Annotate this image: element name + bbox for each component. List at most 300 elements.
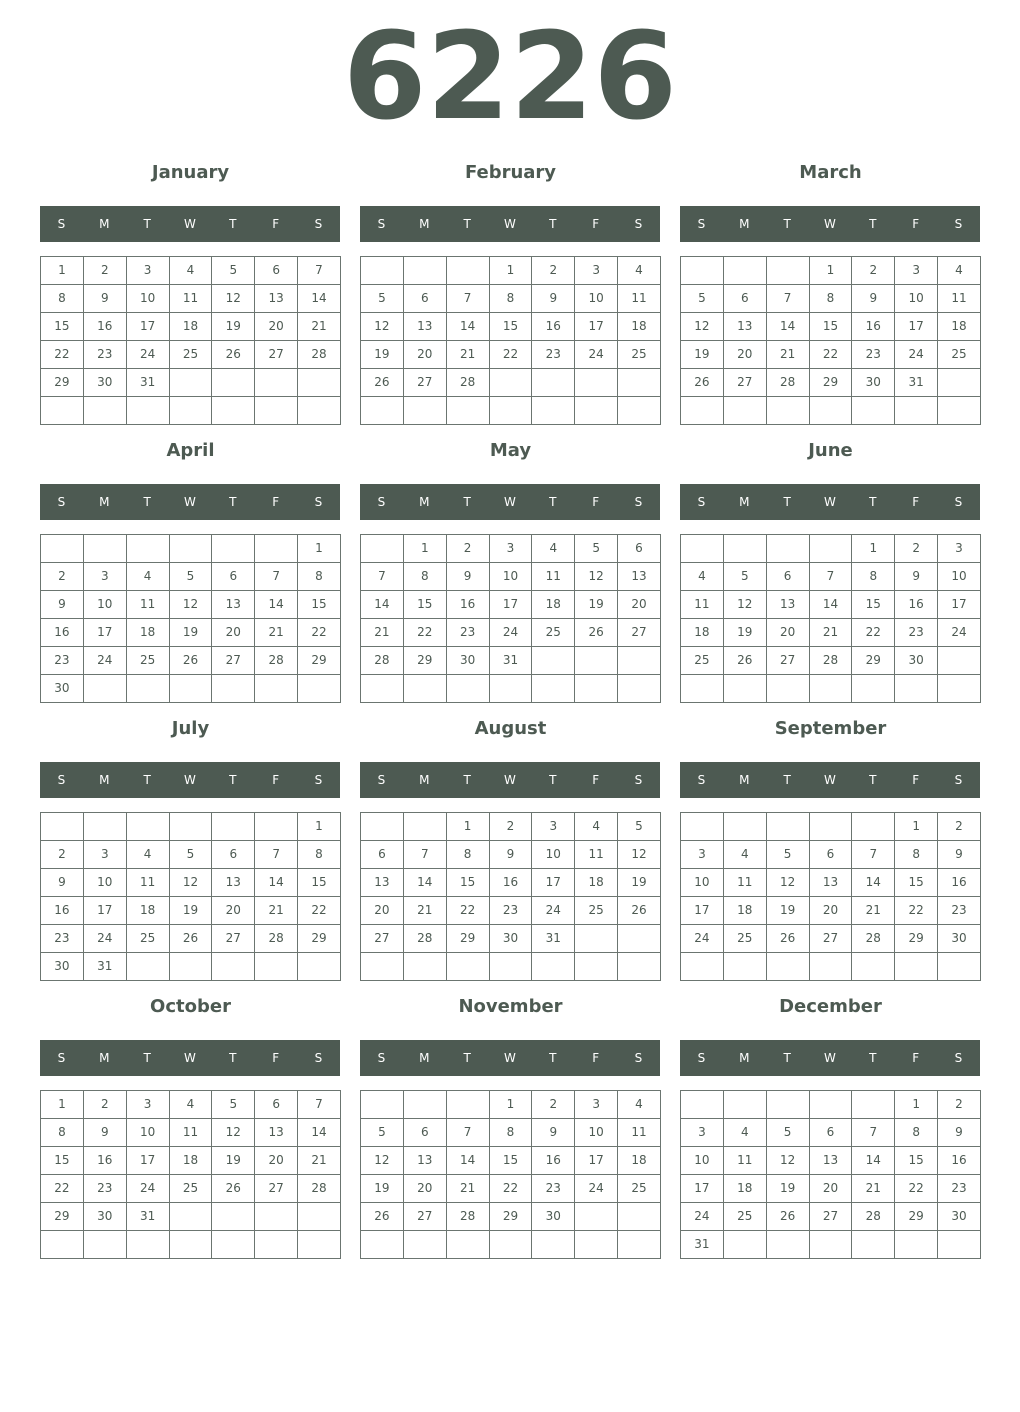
month-name: May	[489, 440, 532, 461]
day-cell	[403, 396, 446, 424]
weekday-label: F	[272, 495, 280, 509]
day-cell: 25	[723, 924, 766, 952]
weekday-label: S	[377, 495, 386, 509]
day-cell: 4	[937, 256, 980, 284]
day-cell	[446, 396, 489, 424]
day-cell	[126, 396, 169, 424]
day-cell	[360, 674, 403, 702]
day-cell: 13	[809, 1146, 852, 1174]
day-cell: 12	[766, 1146, 809, 1174]
weekday-label: W	[504, 495, 516, 509]
day-cell: 11	[531, 562, 574, 590]
day-cell: 28	[254, 924, 297, 952]
day-cell	[851, 396, 894, 424]
day-cell	[211, 534, 254, 562]
day-cell: 17	[489, 590, 532, 618]
day-cell: 10	[83, 590, 126, 618]
weekday-header	[680, 762, 980, 798]
day-cell: 12	[169, 868, 212, 896]
day-cell: 1	[403, 534, 446, 562]
day-cell: 21	[446, 1174, 489, 1202]
day-cell: 29	[894, 1202, 937, 1230]
day-cell	[531, 674, 574, 702]
day-cell: 27	[360, 924, 403, 952]
day-cell: 28	[254, 646, 297, 674]
weekday-label: T	[549, 495, 557, 509]
day-cell: 21	[297, 1146, 340, 1174]
day-cell: 7	[446, 284, 489, 312]
day-cell: 26	[211, 340, 254, 368]
day-cell: 31	[83, 952, 126, 980]
weekday-label: M	[99, 1051, 110, 1065]
day-cell: 14	[766, 312, 809, 340]
day-cell: 2	[83, 1090, 126, 1118]
day-cell: 6	[211, 562, 254, 590]
day-cell: 16	[40, 618, 83, 646]
day-cell: 25	[126, 924, 169, 952]
day-cell: 18	[723, 1174, 766, 1202]
day-cell: 19	[766, 896, 809, 924]
day-cell	[83, 674, 126, 702]
day-cell: 4	[680, 562, 723, 590]
weekday-label: M	[99, 495, 110, 509]
day-cell	[766, 1230, 809, 1258]
day-cell: 22	[489, 340, 532, 368]
day-cell: 6	[766, 562, 809, 590]
day-cell	[254, 812, 297, 840]
day-cell	[766, 256, 809, 284]
day-cell	[40, 534, 83, 562]
day-cell: 11	[126, 590, 169, 618]
day-cell: 7	[254, 840, 297, 868]
day-cell: 21	[851, 1174, 894, 1202]
day-grid	[680, 256, 981, 425]
day-cell: 20	[211, 618, 254, 646]
day-cell: 27	[211, 924, 254, 952]
day-cell: 18	[126, 896, 169, 924]
day-cell: 17	[126, 312, 169, 340]
day-cell: 3	[680, 840, 723, 868]
day-cell: 27	[617, 618, 660, 646]
day-cell	[83, 396, 126, 424]
day-cell: 27	[809, 1202, 852, 1230]
weekday-label: F	[272, 217, 280, 231]
weekday-label: W	[184, 217, 196, 231]
day-cell	[360, 1230, 403, 1258]
weekday-label: F	[912, 495, 920, 509]
day-cell: 13	[360, 868, 403, 896]
day-cell	[809, 1230, 852, 1258]
day-cell: 9	[83, 284, 126, 312]
weekday-label: S	[377, 773, 386, 787]
month-name: June	[808, 440, 853, 461]
day-cell: 25	[574, 896, 617, 924]
day-cell	[126, 952, 169, 980]
day-grid	[680, 534, 981, 703]
day-cell: 16	[531, 1146, 574, 1174]
day-cell: 19	[723, 618, 766, 646]
weekday-label: M	[419, 495, 430, 509]
day-cell: 1	[40, 1090, 83, 1118]
day-cell: 24	[894, 340, 937, 368]
day-cell	[360, 1090, 403, 1118]
day-cell: 14	[809, 590, 852, 618]
day-cell: 20	[360, 896, 403, 924]
day-cell	[574, 368, 617, 396]
month-name: July	[171, 718, 210, 739]
day-cell: 24	[126, 1174, 169, 1202]
weekday-label: S	[954, 773, 963, 787]
day-cell: 10	[680, 868, 723, 896]
day-cell: 30	[83, 368, 126, 396]
day-cell: 18	[617, 312, 660, 340]
weekday-label: W	[184, 773, 196, 787]
day-cell: 17	[126, 1146, 169, 1174]
day-cell: 26	[360, 1202, 403, 1230]
day-cell: 18	[169, 1146, 212, 1174]
day-cell: 6	[254, 1090, 297, 1118]
day-cell: 8	[489, 1118, 532, 1146]
day-cell: 5	[169, 840, 212, 868]
month-name: November	[458, 996, 563, 1017]
day-cell: 25	[617, 340, 660, 368]
day-cell	[169, 674, 212, 702]
day-cell: 11	[723, 868, 766, 896]
day-cell: 13	[254, 284, 297, 312]
day-cell: 22	[40, 1174, 83, 1202]
weekday-label: T	[783, 217, 791, 231]
day-cell: 20	[403, 340, 446, 368]
day-cell	[297, 1202, 340, 1230]
day-cell: 10	[680, 1146, 723, 1174]
day-cell: 24	[574, 340, 617, 368]
weekday-label: S	[314, 495, 323, 509]
weekday-label: T	[143, 1051, 151, 1065]
weekday-label: S	[697, 773, 706, 787]
day-cell: 29	[40, 1202, 83, 1230]
month-name: August	[474, 718, 547, 739]
weekday-label: M	[419, 773, 430, 787]
day-cell	[169, 534, 212, 562]
day-cell	[254, 396, 297, 424]
day-cell: 2	[83, 256, 126, 284]
day-cell	[403, 256, 446, 284]
day-cell	[617, 674, 660, 702]
weekday-header	[40, 484, 340, 520]
day-cell: 14	[360, 590, 403, 618]
day-cell: 11	[937, 284, 980, 312]
day-cell: 19	[574, 590, 617, 618]
day-cell: 5	[574, 534, 617, 562]
day-cell: 27	[723, 368, 766, 396]
day-cell: 26	[169, 924, 212, 952]
day-cell	[403, 1090, 446, 1118]
weekday-label: T	[549, 773, 557, 787]
day-cell	[403, 812, 446, 840]
day-cell: 14	[446, 312, 489, 340]
weekday-label: T	[869, 217, 877, 231]
day-cell: 2	[937, 1090, 980, 1118]
day-cell: 23	[489, 896, 532, 924]
month-name: April	[166, 440, 215, 461]
day-cell: 18	[723, 896, 766, 924]
weekday-label: T	[783, 495, 791, 509]
day-grid	[360, 1090, 661, 1259]
weekday-label: M	[419, 217, 430, 231]
day-cell: 3	[894, 256, 937, 284]
day-cell: 22	[894, 1174, 937, 1202]
day-cell: 18	[617, 1146, 660, 1174]
day-cell	[489, 1230, 532, 1258]
day-cell: 26	[766, 1202, 809, 1230]
day-cell: 25	[169, 340, 212, 368]
day-cell: 1	[446, 812, 489, 840]
day-cell: 15	[851, 590, 894, 618]
day-cell	[360, 396, 403, 424]
day-cell	[297, 1230, 340, 1258]
day-cell: 14	[254, 590, 297, 618]
weekday-label: T	[783, 1051, 791, 1065]
day-cell	[809, 674, 852, 702]
year-title: 6226	[343, 8, 677, 147]
weekday-label: S	[954, 495, 963, 509]
weekday-label: S	[697, 495, 706, 509]
day-cell: 11	[723, 1146, 766, 1174]
day-cell: 24	[83, 646, 126, 674]
day-cell: 29	[851, 646, 894, 674]
day-cell	[169, 396, 212, 424]
weekday-label: T	[143, 217, 151, 231]
day-cell: 21	[403, 896, 446, 924]
day-cell	[809, 952, 852, 980]
day-cell: 1	[809, 256, 852, 284]
day-cell: 13	[403, 1146, 446, 1174]
day-cell: 3	[83, 562, 126, 590]
day-cell: 14	[254, 868, 297, 896]
day-cell	[169, 1202, 212, 1230]
day-cell	[126, 812, 169, 840]
day-cell: 7	[254, 562, 297, 590]
weekday-label: T	[463, 217, 471, 231]
day-cell: 28	[297, 340, 340, 368]
weekday-label: T	[229, 217, 237, 231]
weekday-label: F	[592, 1051, 600, 1065]
day-cell: 11	[126, 868, 169, 896]
day-cell: 22	[894, 896, 937, 924]
day-cell: 29	[809, 368, 852, 396]
day-cell: 4	[617, 256, 660, 284]
day-cell: 24	[126, 340, 169, 368]
day-cell: 4	[169, 1090, 212, 1118]
day-cell: 20	[723, 340, 766, 368]
day-cell: 8	[894, 840, 937, 868]
day-cell: 7	[446, 1118, 489, 1146]
day-cell: 14	[851, 868, 894, 896]
day-cell	[211, 396, 254, 424]
day-cell: 19	[360, 1174, 403, 1202]
day-cell: 26	[211, 1174, 254, 1202]
day-cell: 11	[680, 590, 723, 618]
day-cell	[894, 1230, 937, 1258]
day-cell	[723, 396, 766, 424]
month-name: February	[464, 162, 557, 183]
day-cell	[83, 534, 126, 562]
weekday-label: S	[314, 217, 323, 231]
day-cell: 24	[574, 1174, 617, 1202]
day-cell: 31	[489, 646, 532, 674]
weekday-label: T	[229, 495, 237, 509]
day-cell: 14	[446, 1146, 489, 1174]
day-cell	[211, 1202, 254, 1230]
day-cell: 30	[40, 952, 83, 980]
day-cell: 11	[169, 1118, 212, 1146]
day-cell	[40, 1230, 83, 1258]
day-cell: 3	[126, 1090, 169, 1118]
day-cell	[489, 952, 532, 980]
weekday-label: M	[419, 1051, 430, 1065]
day-cell	[254, 674, 297, 702]
day-cell: 14	[851, 1146, 894, 1174]
day-cell: 29	[40, 368, 83, 396]
day-cell: 26	[723, 646, 766, 674]
day-cell	[83, 1230, 126, 1258]
day-cell: 25	[937, 340, 980, 368]
day-cell: 24	[83, 924, 126, 952]
day-cell: 8	[297, 840, 340, 868]
weekday-label: F	[592, 495, 600, 509]
weekday-label: F	[592, 217, 600, 231]
day-cell: 1	[297, 534, 340, 562]
weekday-label: W	[824, 1051, 836, 1065]
day-cell: 3	[531, 812, 574, 840]
day-cell: 16	[83, 312, 126, 340]
day-grid	[40, 812, 341, 981]
day-cell	[446, 674, 489, 702]
day-cell: 6	[403, 1118, 446, 1146]
day-cell: 21	[851, 896, 894, 924]
day-cell: 20	[254, 1146, 297, 1174]
day-cell: 16	[446, 590, 489, 618]
day-cell: 25	[680, 646, 723, 674]
weekday-label: T	[549, 217, 557, 231]
day-cell: 3	[489, 534, 532, 562]
day-cell	[169, 812, 212, 840]
day-cell: 12	[211, 1118, 254, 1146]
weekday-label: T	[869, 1051, 877, 1065]
day-cell: 23	[40, 924, 83, 952]
day-cell: 25	[126, 646, 169, 674]
day-cell: 5	[766, 840, 809, 868]
weekday-label: S	[57, 217, 66, 231]
day-cell: 25	[723, 1202, 766, 1230]
day-cell: 31	[126, 1202, 169, 1230]
day-cell: 9	[40, 590, 83, 618]
day-cell	[211, 368, 254, 396]
weekday-label: S	[57, 773, 66, 787]
day-cell: 30	[489, 924, 532, 952]
day-cell: 6	[809, 840, 852, 868]
day-cell: 21	[766, 340, 809, 368]
weekday-label: T	[143, 495, 151, 509]
day-cell: 21	[254, 618, 297, 646]
day-cell: 1	[894, 1090, 937, 1118]
day-cell: 14	[297, 1118, 340, 1146]
day-cell	[211, 952, 254, 980]
day-cell: 16	[531, 312, 574, 340]
day-cell: 9	[531, 284, 574, 312]
day-cell: 28	[809, 646, 852, 674]
day-cell: 4	[169, 256, 212, 284]
day-grid	[360, 812, 661, 981]
day-cell	[680, 812, 723, 840]
day-cell: 22	[809, 340, 852, 368]
day-cell: 15	[894, 1146, 937, 1174]
day-cell	[809, 812, 852, 840]
day-cell: 27	[211, 646, 254, 674]
weekday-label: S	[697, 217, 706, 231]
weekday-label: T	[229, 773, 237, 787]
weekday-label: F	[912, 1051, 920, 1065]
day-cell: 9	[937, 840, 980, 868]
day-cell	[446, 1230, 489, 1258]
weekday-label: W	[504, 217, 516, 231]
day-cell: 7	[403, 840, 446, 868]
weekday-label: S	[377, 217, 386, 231]
day-cell: 25	[617, 1174, 660, 1202]
day-cell: 30	[937, 924, 980, 952]
day-cell: 16	[894, 590, 937, 618]
day-cell: 12	[360, 1146, 403, 1174]
weekday-label: W	[504, 1051, 516, 1065]
weekday-label: S	[377, 1051, 386, 1065]
day-cell	[894, 952, 937, 980]
day-cell: 17	[574, 312, 617, 340]
day-cell: 27	[809, 924, 852, 952]
day-cell: 7	[851, 1118, 894, 1146]
day-cell	[680, 534, 723, 562]
weekday-label: S	[57, 495, 66, 509]
day-cell: 23	[531, 340, 574, 368]
day-cell: 15	[489, 312, 532, 340]
day-cell: 13	[617, 562, 660, 590]
day-cell: 4	[531, 534, 574, 562]
day-cell	[169, 1230, 212, 1258]
day-cell	[489, 674, 532, 702]
day-cell: 26	[169, 646, 212, 674]
day-cell	[680, 256, 723, 284]
day-cell: 2	[531, 256, 574, 284]
day-cell: 2	[489, 812, 532, 840]
day-cell	[617, 952, 660, 980]
day-cell: 28	[360, 646, 403, 674]
day-cell: 25	[169, 1174, 212, 1202]
weekday-label: S	[634, 495, 643, 509]
weekday-label: S	[314, 773, 323, 787]
month-name: March	[799, 162, 862, 183]
day-cell: 6	[723, 284, 766, 312]
day-cell: 2	[894, 534, 937, 562]
day-cell	[617, 646, 660, 674]
day-cell: 23	[531, 1174, 574, 1202]
day-cell: 17	[680, 896, 723, 924]
day-cell	[489, 368, 532, 396]
day-grid	[680, 1090, 981, 1259]
day-cell: 7	[766, 284, 809, 312]
day-cell	[254, 368, 297, 396]
day-cell: 24	[489, 618, 532, 646]
day-cell	[851, 812, 894, 840]
day-cell: 3	[574, 256, 617, 284]
